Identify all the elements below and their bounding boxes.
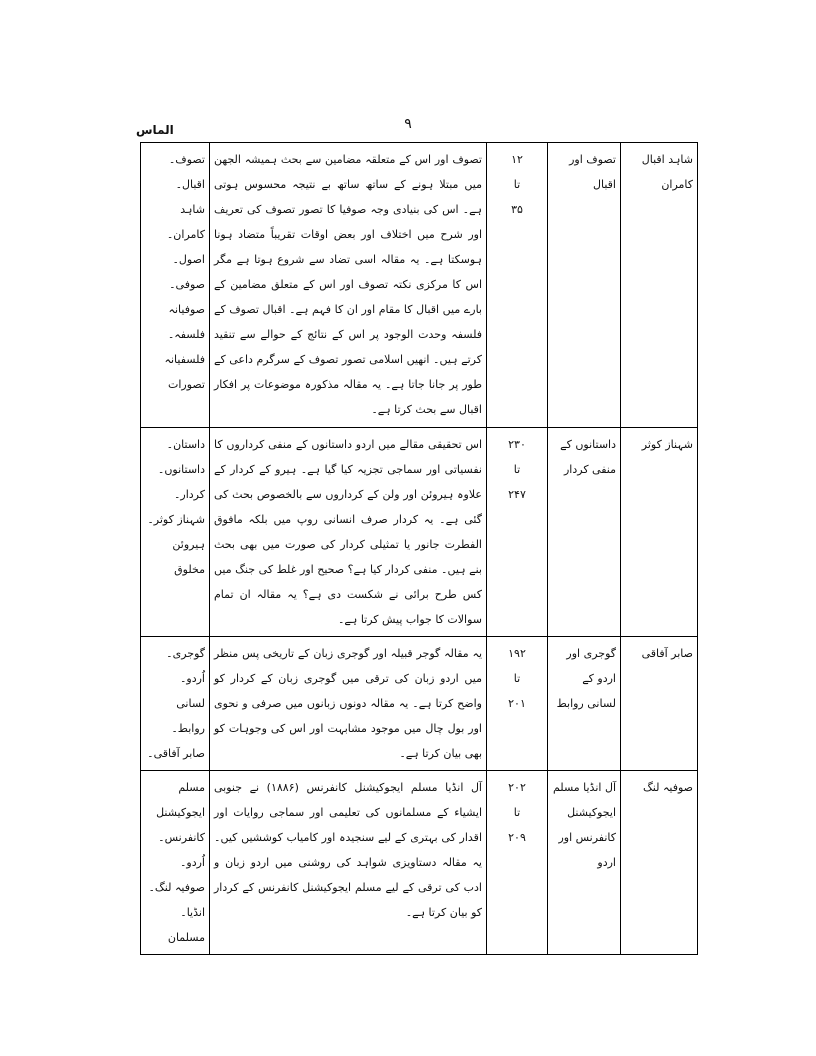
page-end: ۲۴۷	[508, 488, 526, 501]
summary-cell: تصوف اور اس کے متعلقہ مضامین سے بحث ہمیشہ الجھن میں مبتلا ہونے کے ساتھ ساتھ بے نتیجہ محسوس ہوتی ہے۔ اس کی بنیادی وجہ صوفیا کا تصور تصوف کی تعریف اور شرح میں اختلاف اور بعض اوقات تقریباً متضاد ہونا ہوسکتا ہے۔ یہ مقالہ اسی تضاد سے شروع ہوتا ہے مگر اس کا مرکزی نکتہ تصوف اور اس کے متعلق مضامین کے بارے میں اقبال کا مقام اور ان کا فہم ہے۔ اقبال تصوف کے فلسفہ وحدت الوجود پر اس کے نتائج کے حوالے سے تنقید کرتے ہیں۔ انھیں اسلامی تصور تصوف کے سرگرم داعی کے طور پر جانا جاتا ہے۔ یہ مقالہ مذکورہ موضوعات پر افکار اقبال سے بحث کرتا ہے۔	[210, 143, 487, 428]
keywords-cell	[141, 637, 210, 771]
title-cell: آل انڈیا مسلم ایجوکیشنل کانفرنس اور اردو	[548, 771, 621, 955]
keyword: صوفیانہ فلسفہ۔	[167, 303, 205, 341]
summary-cell: یہ مقالہ گوجر قبیلہ اور گوجری زبان کے تاریخی پس منظر میں اردو زبان کی ترقی میں گوجری زبان کے کردار کو واضح کرتا ہے۔ یہ مقالہ دونوں زبانوں میں صرفی و نحوی اور بول چال میں موجود مشابہت اور اس کی وجوہات کو بھی بیان کرتا ہے۔	[210, 637, 487, 771]
keyword: ہیروئن مخلوق	[172, 538, 205, 576]
keyword: شہناز کوثر۔	[147, 513, 205, 526]
table-row	[141, 428, 698, 637]
keyword: کانفرنس۔ اُردو۔	[158, 831, 205, 869]
keyword: انڈیا۔ مسلمان	[167, 906, 205, 944]
author-cell: شاہد اقبال کامران	[621, 143, 698, 428]
page-end: ۲۰۱	[508, 697, 526, 710]
author-cell: شہناز کوثر	[621, 428, 698, 637]
pages-cell	[487, 428, 548, 637]
page-end: ۲۰۹	[508, 831, 526, 844]
keyword: داستان۔	[166, 438, 205, 451]
keyword: فلسفیانہ تصورات	[164, 353, 205, 391]
page-start: ۲۰۲	[508, 781, 526, 794]
journal-name: الماس	[136, 123, 174, 137]
keyword: تصوف۔ اقبال۔	[168, 153, 205, 191]
keyword: داستانوں۔ کردار۔	[157, 463, 205, 501]
author-cell: صابر آفاقی	[621, 637, 698, 771]
page-end: ۳۵	[511, 203, 523, 216]
title-cell: تصوف اور اقبال	[548, 143, 621, 428]
keywords-cell	[141, 428, 210, 637]
keyword: صوفیہ لنگ۔	[148, 881, 205, 894]
keyword: گوجری۔ اُردو۔	[166, 647, 205, 685]
page-number: ۹	[404, 116, 412, 132]
keyword: لسانی روابط۔	[171, 697, 205, 735]
keyword: شاہد کامران۔	[166, 203, 205, 241]
page-separator: تا	[513, 672, 521, 685]
pages-cell	[487, 637, 548, 771]
pages-cell	[487, 771, 548, 955]
summary-cell: اس تحقیقی مقالے میں اردو داستانوں کے منفی کرداروں کا نفسیاتی اور سماجی تجزیہ کیا گیا ہے۔ ہیرو کے کردار کے علاوہ ہیروئن اور ولن کے کرداروں سے بالخصوص بحث کی گئی ہے۔ یہ کردار صرف انسانی روپ میں بلکہ مافوق الفطرت جانور یا تمثیلی کردار کی صورت میں بھی بحث بنے ہیں۔ منفی کردار کیا ہے؟ صحیح اور غلط کی جنگ میں کس طرح برائی نے شکست دی ہے؟ یہ مقالہ ان تمام سوالات کا جواب پیش کرتا ہے۔	[210, 428, 487, 637]
author-cell: صوفیہ لنگ	[621, 771, 698, 955]
article-index-table	[140, 142, 698, 955]
page-start: ۲۳۰	[508, 438, 526, 451]
table-row	[141, 771, 698, 955]
page-separator: تا	[513, 463, 521, 476]
keyword: اصول۔ صوفی۔	[169, 253, 205, 291]
title-cell: گوجری اور اردو کے لسانی روابط	[548, 637, 621, 771]
keywords-cell	[141, 771, 210, 955]
keyword: مسلم ایجوکیشنل	[156, 781, 205, 819]
page-separator: تا	[513, 178, 521, 191]
keywords-cell	[141, 143, 210, 428]
keyword: صابر آفاقی۔	[147, 747, 205, 760]
table-row	[141, 637, 698, 771]
title-cell: داستانوں کے منفی کردار	[548, 428, 621, 637]
page-start: ۱۲	[511, 153, 523, 166]
page-separator: تا	[513, 806, 521, 819]
page-start: ۱۹۲	[508, 647, 526, 660]
summary-cell: آل انڈیا مسلم ایجوکیشنل کانفرنس (۱۸۸۶) نے جنوبی ایشیاء کے مسلمانوں کی تعلیمی اور سماجی روایات اور اقدار کی بہتری کے لیے سنجیدہ اور کامیاب کوششیں کیں۔ یہ مقالہ دستاویزی شواہد کی روشنی میں اردو زبان و ادب کی ترقی کے لیے مسلم ایجوکیشنل کانفرنس کے کردار کو بیان کرتا ہے۔	[210, 771, 487, 955]
table-row	[141, 143, 698, 428]
pages-cell	[487, 143, 548, 428]
